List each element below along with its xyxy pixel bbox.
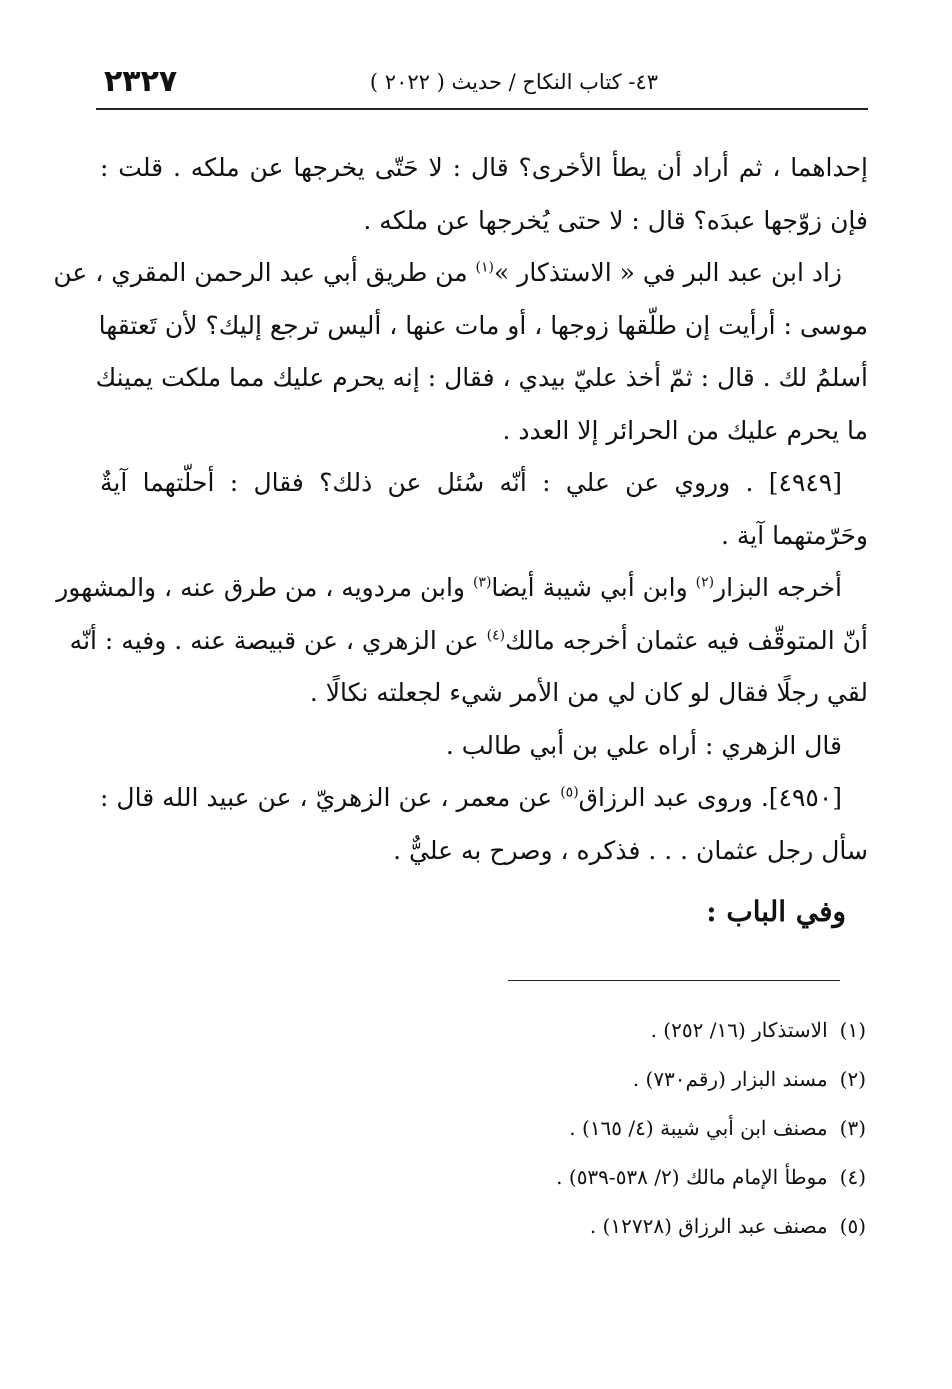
text-line: ما يحرم عليك من الحرائر إلا العدد . — [502, 415, 868, 445]
footnote — [300, 1006, 866, 1055]
footnote-text: مصنف ابن أبي شيبة (٤/ ١٦٥) . — [569, 1116, 828, 1140]
page-number: ٢٣٢٧ — [104, 64, 178, 99]
text-line: [٤٩٤٩] . وروي عن علي : أنّه سُئل عن ذلك؟ فقال : أحلّتهما آيةٌ — [100, 468, 842, 497]
footnotes — [300, 1006, 866, 1251]
running-head: ٤٣- كتاب النكاح / حديث ( ٢٠٢٢ ) — [369, 70, 658, 94]
page-header — [96, 62, 868, 102]
main-text — [53, 142, 868, 947]
text-line: [٤٩٥٠]. وروى عبد الرزاق$^{(٥)}$ عن معمر ، عن الزهريّ ، عن عبيد الله قال : — [100, 783, 843, 812]
footnote-ref: (٣) — [472, 574, 492, 591]
section-heading: وفي الباب : — [706, 895, 846, 928]
footnote-ref: (١) — [475, 259, 494, 276]
footnote-mark: (٤) — [839, 1165, 866, 1189]
footnote-rule — [508, 980, 840, 981]
footnote-ref: (٢) — [695, 574, 715, 591]
footnote — [300, 1202, 866, 1251]
footnote-mark: (٢) — [839, 1067, 866, 1091]
text-line: وحَرّمتهما آية . — [721, 520, 868, 550]
footnote — [300, 1104, 866, 1153]
text-line: سأل رجل عثمان . . . فذكره ، وصرح به عليٌّ . — [393, 835, 868, 865]
header-rule — [96, 108, 868, 110]
text-line: موسى : أرأيت إن طلّقها زوجها ، أو مات عنها ، أليس ترجع إليك؟ لأن تَعتقها — [98, 310, 868, 340]
footnote-mark: (٣) — [839, 1116, 866, 1140]
footnote-ref: (٤) — [486, 627, 506, 644]
footnote-text: موطأ الإمام مالك (٢/ ٥٣٨-٥٣٩) . — [556, 1165, 828, 1189]
text-line: أخرجه البزار$^{(٢)}$ وابن أبي شيبة أيضا$^{(٣)}$ وابن مردويه ، من طرق عنه ، والمشهور — [56, 573, 842, 602]
text-line: لقي رجلًا فقال لو كان لي من الأمر شيء لجعلته نكالًا . — [309, 678, 868, 707]
footnote — [300, 1153, 866, 1202]
text-line: فإن زوّجها عبدَه؟ قال : لا حتى يُخرجها عن ملكه . — [363, 205, 868, 235]
footnote-text: مصنف عبد الرزاق (١٢٧٢٨) . — [589, 1214, 828, 1238]
footnote-ref: (٥) — [560, 784, 579, 801]
footnote-text: مسند البزار (رقم٧٣٠) . — [632, 1067, 828, 1091]
footnote — [300, 1055, 866, 1104]
text-line: زاد ابن عبد البر في « الاستذكار »$^{(١)}$ من طريق أبي عبد الرحمن المقري ، عن — [53, 258, 842, 287]
text-line: أسلمُ لك . قال : ثمّ أخذ عليّ بيدي ، فقال : إنه يحرم عليك مما ملكت يمينك — [95, 363, 868, 392]
text-line: قال الزهري : أراه علي بن أبي طالب . — [445, 730, 842, 760]
text-line: إحداهما ، ثم أراد أن يطأ الأخرى؟ قال : لا حَتّى يخرجها عن ملكه . قلت : — [100, 153, 868, 182]
footnote-mark: (٥) — [839, 1214, 866, 1238]
footnote-text: الاستذكار (١٦/ ٢٥٢) . — [650, 1018, 828, 1042]
text-line: أنّ المتوقّف فيه عثمان أخرجه مالك$^{(٤)}$ عن الزهري ، عن قبيصة عنه . وفيه : أنّه — [69, 625, 868, 655]
footnote-mark: (١) — [839, 1018, 866, 1042]
